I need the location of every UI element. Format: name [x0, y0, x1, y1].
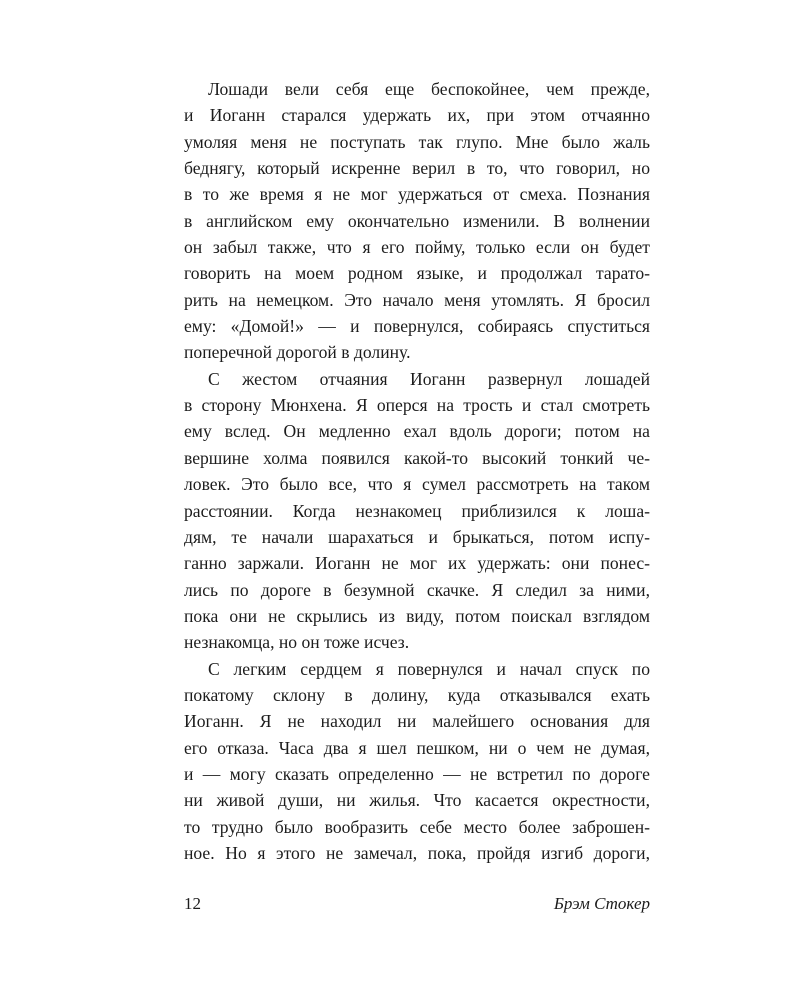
text-line: ганно заржали. Иоганн не мог их удержать: они понес-: [184, 553, 650, 574]
text-line: С легким сердцем я повернулся и начал спуск по: [208, 658, 650, 679]
text-line: Иоганн. Я не находил ни малейшего основания для: [184, 711, 650, 732]
text-line: ловек. Это было все, что я сумел рассмотреть на таком: [184, 474, 650, 495]
text-line: дям, те начали шарахаться и брыкаться, потом испу-: [184, 526, 650, 547]
text-line: пока они не скрылись из виду, потом поискал взглядом: [184, 605, 650, 626]
text-line: ное. Но я этого не замечал, пока, пройдя изгиб дороги,: [184, 842, 650, 863]
text-line: в сторону Мюнхена. Я оперся на трость и стал смотреть: [184, 395, 650, 416]
text-line: умоляя меня не поступать так глупо. Мне было жаль: [184, 131, 650, 152]
text-line: вершине холма появился какой-то высокий тонкий че-: [184, 447, 650, 468]
text-line: ему вслед. Он медленно ехал вдоль дороги; потом на: [184, 421, 650, 442]
text-line: его отказа. Часа два я шел пешком, ни о чем не думая,: [184, 737, 650, 758]
text-line: расстоянии. Когда незнакомец приблизился к лоша-: [184, 500, 650, 521]
text-line: и Иоганн старался удержать их, при этом отчаянно: [184, 105, 650, 126]
paragraph: [184, 656, 650, 867]
text-line: и — могу сказать определенно — не встретил по дороге: [184, 763, 650, 784]
text-line: говорить на моем родном языке, и продолжал тарато-: [184, 263, 650, 284]
text-line: Лошади вели себя еще беспокойнее, чем прежде,: [208, 79, 650, 99]
text-line: ни живой души, ни жилья. Что касается окрестности,: [184, 790, 650, 811]
text-line: поперечной дорогой в долину.: [184, 342, 411, 363]
book-page-text: [184, 76, 650, 866]
page-footer: [184, 892, 650, 916]
text-line: то трудно было вообразить себе место более заброшен-: [184, 816, 650, 837]
text-line: в то же время я не мог удержаться от смеха. Познания: [184, 184, 650, 205]
text-line: рить на немецком. Это начало меня утомлять. Я бросил: [184, 289, 650, 310]
text-line: покатому склону в долину, куда отказывался ехать: [184, 684, 650, 705]
running-author: Брэм Стокер: [553, 894, 650, 913]
text-line: С жестом отчаяния Иоганн развернул лошадей: [208, 368, 650, 389]
text-line: в английском ему окончательно изменили. В волнении: [184, 210, 650, 231]
paragraph: [184, 366, 650, 656]
text-line: незнакомца, но он тоже исчез.: [184, 632, 410, 653]
text-line: ему: «Домой!» — и повернулся, собираясь спуститься: [184, 316, 650, 337]
paragraph: [184, 76, 650, 366]
page-number: 12: [184, 894, 201, 913]
text-line: лись по дороге в безумной скачке. Я следил за ними,: [184, 579, 650, 600]
text-line: беднягу, который искренне верил в то, что говорил, но: [184, 158, 650, 179]
text-line: он забыл также, что я его пойму, только если он будет: [184, 237, 650, 258]
